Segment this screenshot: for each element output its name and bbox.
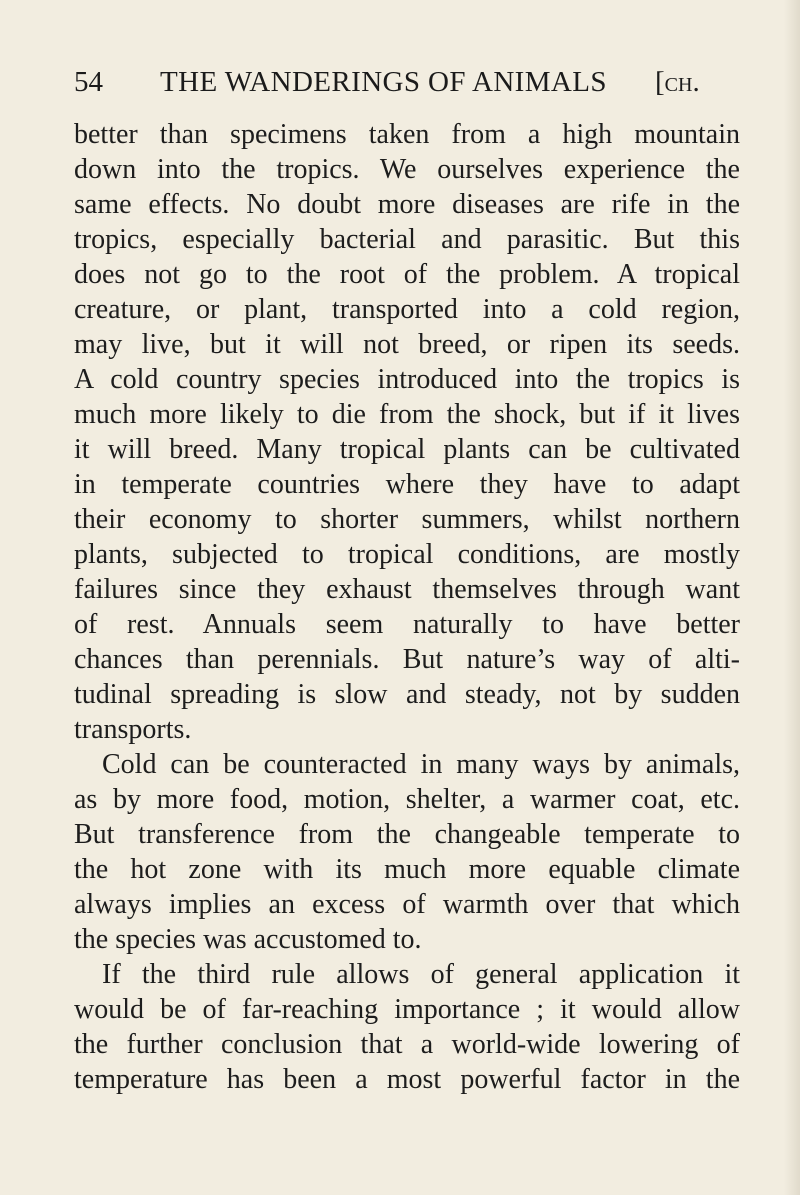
page-edge-shadow xyxy=(784,0,800,1195)
book-title: THE WANDERINGS OF ANIMALS xyxy=(160,66,607,98)
page-number: 54 xyxy=(74,66,103,98)
text-line: the species was accustomed to. xyxy=(74,924,422,955)
text-line: A cold country species introduced into the tropics is xyxy=(74,364,740,395)
text-line: as by more food, motion, shelter, a warmer coat, etc. xyxy=(74,784,740,815)
text-line: tudinal spreading is slow and steady, not by sudden xyxy=(74,679,740,710)
text-line: it will breed. Many tropical plants can be cultivated xyxy=(74,434,740,465)
text-line: always implies an excess of warmth over that which xyxy=(74,889,740,920)
text-line: may live, but it will not breed, or ripen its seeds. xyxy=(74,329,740,360)
text-line: chances than perennials. But nature’s way of alti- xyxy=(74,644,740,675)
text-line: plants, subjected to tropical conditions, are mostly xyxy=(74,539,740,570)
text-line: temperature has been a most powerful factor in the xyxy=(74,1064,740,1095)
text-line: failures since they exhaust themselves through want xyxy=(74,574,740,605)
text-line: same effects. No doubt more diseases are rife in the xyxy=(74,189,740,220)
text-line: creature, or plant, transported into a cold region, xyxy=(74,294,740,325)
text-line: of rest. Annuals seem naturally to have better xyxy=(74,609,740,640)
running-head xyxy=(74,66,740,106)
text-line: would be of far-reaching importance ; it would allow xyxy=(74,994,740,1025)
body-text xyxy=(74,117,740,1097)
text-line: tropics, especially bacterial and parasitic. But this xyxy=(74,224,740,255)
text-line: Cold can be counteracted in many ways by animals, xyxy=(102,749,740,780)
text-line: the further conclusion that a world-wide lowering of xyxy=(74,1029,740,1060)
text-line: better than specimens taken from a high mountain xyxy=(74,119,740,150)
text-line: the hot zone with its much more equable climate xyxy=(74,854,740,885)
text-line: If the third rule allows of general application it xyxy=(102,959,740,990)
text-line: down into the tropics. We ourselves experience the xyxy=(74,154,740,185)
text-line: their economy to shorter summers, whilst northern xyxy=(74,504,740,535)
chapter-reference: [ch. xyxy=(655,66,700,98)
text-line: does not go to the root of the problem. A tropical xyxy=(74,259,740,290)
text-line: But transference from the changeable temperate to xyxy=(74,819,740,850)
text-line: in temperate countries where they have to adapt xyxy=(74,469,740,500)
text-line: transports. xyxy=(74,714,192,745)
text-line: much more likely to die from the shock, but if it lives xyxy=(74,399,740,430)
